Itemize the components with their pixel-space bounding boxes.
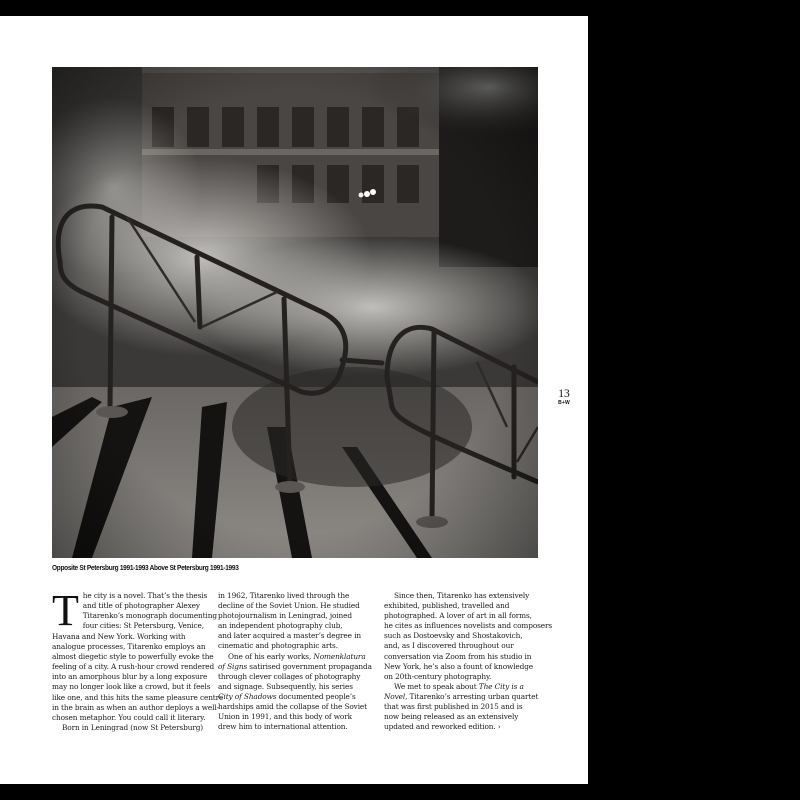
text-line: an independent photography club, — [218, 621, 343, 631]
text-run: , Titarenko’s arresting urban quartet — [405, 691, 539, 701]
work-title: Nomenklatura — [313, 651, 366, 661]
text-line: exhibited, published, travelled and — [384, 601, 510, 611]
text-line: now being released as an extensively — [384, 712, 519, 722]
text-line: photojournalism in Leningrad, joined — [218, 611, 352, 621]
article-column-3 — [384, 591, 553, 732]
photo-illustration — [52, 67, 538, 558]
text-line: like one, and this hits the same pleasure centre — [52, 692, 224, 702]
page-folio — [551, 388, 577, 406]
text-line: almost diegetic style to powerfully evoke the — [52, 652, 214, 662]
text-run: We met to speak about — [394, 681, 479, 691]
text-run: documented people’s — [276, 691, 356, 701]
text-line: that was first published in 2015 and is — [384, 702, 523, 712]
text-line — [218, 692, 376, 702]
article-column-1 — [52, 586, 224, 733]
text-line: four cities: St Petersburg, Venice, — [82, 621, 204, 631]
text-line: on 20th-century photography. — [384, 671, 492, 681]
text-line: conversation via Zoom from his studio in — [384, 651, 532, 661]
text-line: Since then, Titarenko has extensively — [394, 591, 530, 600]
text-line: in 1962, Titarenko lived through the — [218, 591, 350, 600]
text-line: through clever collages of photography — [218, 671, 361, 681]
text-line — [384, 682, 544, 692]
text-run: satirised government propaganda — [247, 661, 372, 671]
text-line: updated and reworked edition. › — [384, 722, 501, 732]
text-line: into an amorphous blur by a long exposure — [52, 672, 208, 682]
text-line: decline of the Soviet Union. He studied — [218, 601, 360, 611]
text-line — [218, 662, 376, 672]
text-line: cinematic and photographic arts. — [218, 641, 338, 651]
text-line: and signage. Subsequently, his series — [218, 681, 353, 691]
text-line: Union in 1991, and this body of work — [218, 712, 352, 722]
text-line: and title of photographer Alexey — [82, 601, 200, 611]
magazine-page — [0, 16, 588, 784]
section-tag: B+W — [558, 400, 570, 406]
text-line: such as Dostoevsky and Shostakovich, — [384, 631, 523, 641]
text-line: hardships amid the collapse of the Soviet — [218, 702, 367, 712]
text-line — [384, 692, 544, 702]
drop-cap: T — [52, 586, 79, 635]
text-line: he city is a novel. That’s the thesis — [82, 591, 208, 600]
text-line: chosen metaphor. You could call it literary. — [52, 712, 206, 722]
page-number: 13 — [558, 388, 570, 400]
stair-railing-photo — [52, 67, 538, 558]
work-title: City of Shadows — [218, 691, 277, 701]
text-line: he cites as influences novelists and composers — [384, 621, 553, 631]
text-line: and later acquired a master’s degree in — [218, 631, 361, 641]
text-run: One of his early works, — [228, 651, 314, 661]
text-line: feeling of a city. A rush-hour crowd rendered — [52, 662, 215, 672]
book-title: The City is a — [478, 681, 524, 691]
photo-caption: Opposite St Petersburg 1991-1993 Above St Petersburg 1991-1993 — [52, 563, 239, 572]
text-line — [218, 652, 376, 662]
text-line: Titarenko’s monograph documenting — [82, 611, 217, 621]
text-line: New York, he’s also a fount of knowledge — [384, 661, 534, 671]
text-line: Havana and New York. Working with — [52, 632, 186, 641]
text-line: may no longer look like a crowd, but it feels — [52, 682, 211, 692]
text-line: and, as I discovered throughout our — [384, 641, 514, 651]
text-line: analogue processes, Titarenko employs an — [52, 642, 206, 652]
work-title: of Signs — [218, 661, 248, 671]
text-line: photographed. A lover of art in all forms, — [384, 611, 532, 621]
text-line: Born in Leningrad (now St Petersburg) — [62, 722, 204, 732]
text-line: drew him to international attention. — [218, 722, 348, 732]
book-title: Novel — [384, 691, 406, 701]
article-column-2 — [218, 591, 376, 732]
text-line: in the brain as when an author deploys a well- — [52, 702, 219, 712]
